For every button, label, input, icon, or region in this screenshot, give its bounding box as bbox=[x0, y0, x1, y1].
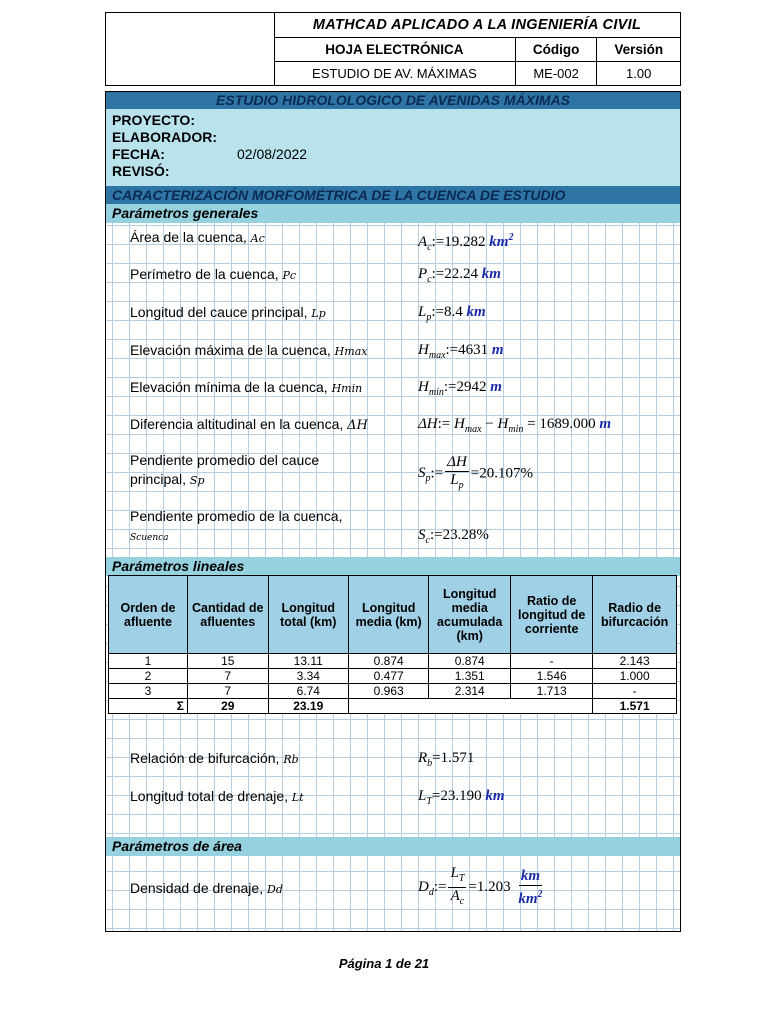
param-perimetro: Perímetro de la cuenca, Pc bbox=[130, 266, 297, 282]
header-code-label: Código bbox=[516, 38, 598, 61]
generales-title: Parámetros generales bbox=[106, 204, 680, 223]
th-longitud-total: Longitud total (km) bbox=[268, 576, 348, 654]
param-hmin: Elevación mínima de la cuenca, Hmin bbox=[130, 379, 363, 395]
area-symbol: Ac bbox=[250, 232, 265, 245]
th-cantidad: Cantidad de afluentes bbox=[187, 576, 268, 654]
proyecto-label: PROYECTO: bbox=[112, 112, 195, 128]
th-longitud-acumulada: Longitud media acumulada (km) bbox=[429, 576, 511, 654]
param-sc: Pendiente promedio de la cuenca, Scuenca bbox=[130, 508, 343, 543]
param-hmax: Elevación máxima de la cuenca, Hmax bbox=[130, 342, 368, 358]
lineales-table bbox=[108, 575, 677, 714]
header-code: ME-002 bbox=[516, 62, 598, 85]
param-lt: Longitud total de drenaje, Lt bbox=[130, 788, 304, 804]
lineales-title: Parámetros lineales bbox=[106, 557, 680, 576]
table-row: 2 7 3.34 0.477 1.351 1.546 1.000 bbox=[109, 669, 677, 684]
param-diferencia: Diferencia altitudinal en la cuenca, ΔH bbox=[130, 416, 368, 433]
formula-area: $A_c:=19.282$ $km^2$ bbox=[418, 232, 514, 253]
section-title: CARACTERIZACIÓN MORFOMÉTRICA DE LA CUENCA DE ESTUDIO bbox=[106, 186, 680, 204]
header-doc-name: ESTUDIO DE AV. MÁXIMAS bbox=[274, 62, 516, 85]
th-orden: Orden de afluente bbox=[109, 576, 188, 654]
formula-hmin: $H_{min}:=2942$ m bbox=[418, 379, 502, 398]
formula-rb: $R_b=1.571$ bbox=[418, 750, 475, 769]
header-row-labels bbox=[274, 38, 680, 62]
project-info bbox=[106, 109, 680, 194]
worksheet bbox=[105, 91, 681, 932]
th-ratio: Ratio de longitud de corriente bbox=[511, 576, 593, 654]
param-longitud: Longitud del cauce principal, Lp bbox=[130, 304, 326, 320]
table-sum-row: Σ 29 23.19 1.571 bbox=[109, 699, 677, 714]
header-title: MATHCAD APLICADO A LA INGENIERÍA CIVIL bbox=[312, 17, 642, 33]
th-longitud-media: Longitud media (km) bbox=[348, 576, 428, 654]
formula-sp: $S_p:=$ $\frac{\Delta H}{L_p}$ =20.107% bbox=[418, 454, 533, 491]
param-dd: Densidad de drenaje, Dd bbox=[130, 880, 283, 896]
header-row-title bbox=[274, 13, 680, 38]
header-version: 1.00 bbox=[626, 66, 652, 81]
header-subtitle: HOJA ELECTRÓNICA bbox=[274, 38, 516, 61]
formula-dd: $D_d:=$ $\frac{L_T}{A_c}$ =1.203 $\frac{km}{km^2}$ bbox=[418, 865, 543, 907]
fecha-row bbox=[112, 146, 680, 163]
main-title: ESTUDIO HIDROLOLOGICO DE AVENIDAS MÁXIMAS bbox=[106, 92, 680, 109]
formula-longitud: $L_p:=8.4$ km bbox=[418, 304, 486, 323]
param-sp: Pendiente promedio del cauce principal, Sp bbox=[130, 452, 320, 487]
area-title: Parámetros de área bbox=[106, 837, 680, 856]
reviso-label: REVISÓ: bbox=[112, 163, 170, 179]
formula-hmax: $H_{max}:=4631$ m bbox=[418, 342, 504, 361]
logo-placeholder bbox=[106, 13, 275, 85]
header-row-values bbox=[274, 62, 680, 85]
th-radio: Radio de bifurcación bbox=[593, 576, 677, 654]
table-row: 1 15 13.11 0.874 0.874 - 2.143 bbox=[109, 654, 677, 669]
fecha-label: FECHA: bbox=[112, 146, 165, 162]
param-rb: Relación de bifurcación, Rb bbox=[130, 750, 299, 766]
document-header bbox=[105, 12, 681, 86]
formula-lt: $L_T=23.190$ km bbox=[418, 788, 505, 807]
table-row: 3 7 6.74 0.963 2.314 1.713 - bbox=[109, 684, 677, 699]
formula-sc: $S_c:=23.28\%$ bbox=[418, 527, 489, 546]
formula-perimetro: $P_c:=22.24$ km bbox=[418, 266, 501, 285]
header-version-label: Versión bbox=[614, 42, 664, 57]
elaborador-label: ELABORADOR: bbox=[112, 129, 217, 145]
param-area: Área de la cuenca, Ac bbox=[130, 229, 265, 245]
formula-diferencia: ΔH:= $H_{max} - H_{min} = 1689.000$ m bbox=[418, 416, 611, 435]
fecha-value: 02/08/2022 bbox=[237, 146, 308, 162]
page-number: Página 1 de 21 bbox=[338, 956, 430, 971]
